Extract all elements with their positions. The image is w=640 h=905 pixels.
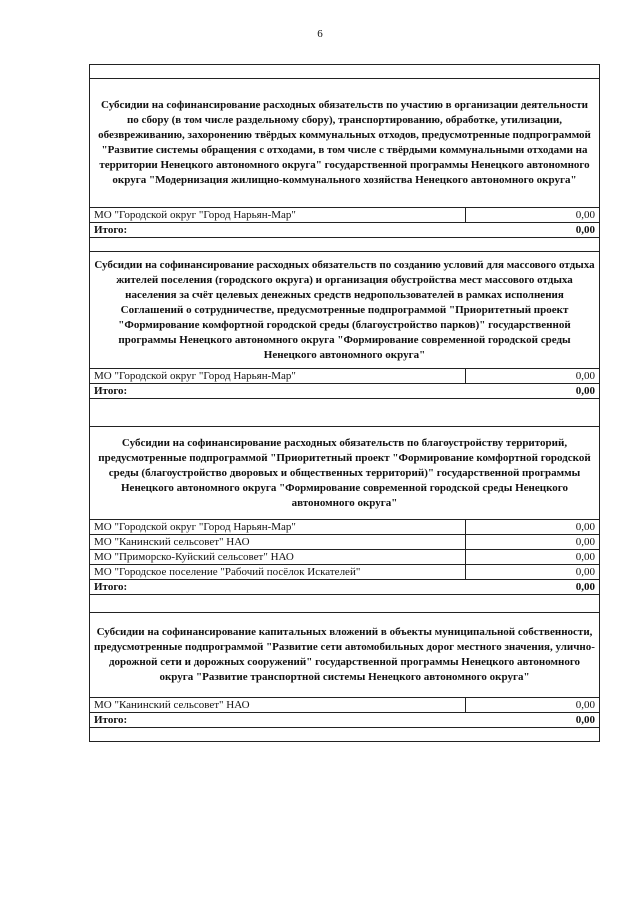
total-label: Итого: xyxy=(90,384,466,399)
total-row xyxy=(90,713,600,728)
total-value: 0,00 xyxy=(466,580,600,595)
amount-value: 0,00 xyxy=(466,550,600,565)
spacer-row xyxy=(90,238,600,252)
municipality-name: МО "Приморско-Куйский сельсовет" НАО xyxy=(90,550,466,565)
municipality-name: МО "Городское поселение "Рабочий посёлок Искателей" xyxy=(90,565,466,580)
section-heading-row xyxy=(90,427,600,520)
total-row xyxy=(90,384,600,399)
total-label: Итого: xyxy=(90,713,466,728)
subsidies-table xyxy=(89,64,600,742)
total-label: Итого: xyxy=(90,223,466,238)
municipality-name: МО "Городской округ "Город Нарьян-Мар" xyxy=(90,520,466,535)
table-row xyxy=(90,535,600,550)
section-heading: Субсидии на софинансирование расходных обязательств по созданию условий для массового отдыха жителей поселения (городского округа) и организация обустройства мест массового отдыха населения за счёт целевых денежных средств недропользователей в рамках исполнения Соглашений о сотрудничестве, предусмотренные подпрограммой "Приоритетный проект "Формирование комфортной городской среды (благоустройство парков)" государственной программы Ненецкого автономного округа "Формирование современной городской среды Ненецкого автономного округа" xyxy=(90,252,600,369)
section-heading-row xyxy=(90,613,600,698)
total-value: 0,00 xyxy=(466,384,600,399)
page-number: 6 xyxy=(317,28,323,40)
table-row xyxy=(90,550,600,565)
municipality-name: МО "Канинский сельсовет" НАО xyxy=(90,698,466,713)
amount-value: 0,00 xyxy=(466,535,600,550)
section-heading-row xyxy=(90,252,600,369)
total-label: Итого: xyxy=(90,580,466,595)
amount-value: 0,00 xyxy=(466,698,600,713)
amount-value: 0,00 xyxy=(466,369,600,384)
spacer-cell xyxy=(90,595,600,613)
spacer-cell xyxy=(90,65,600,79)
spacer-row xyxy=(90,728,600,742)
spacer-cell xyxy=(90,728,600,742)
municipality-name: МО "Городской округ "Город Нарьян-Мар" xyxy=(90,208,466,223)
section-heading: Субсидии на софинансирование расходных обязательств по участию в организации деятельности по сбору (в том числе раздельному сбору), транспортированию, обработке, утилизации, обезвреживанию, захоронению твёрдых коммунальных отходов, предусмотренные подпрограммой "Развитие системы обращения с отходами, в том числе с твёрдыми коммунальными отходами на территории Ненецкого автономного округа" государственной программы Ненецкого автономного округа "Модернизация жилищно-коммунального хозяйства Ненецкого автономного округа" xyxy=(90,79,600,208)
section-heading: Субсидии на софинансирование расходных обязательств по благоустройству территорий, предусмотренные подпрограммой "Приоритетный проект "Формирование комфортной городской среды (благоустройство дворовых и общественных территорий)" государственной программы Ненецкого автономного округа "Формирование современной городской среды Ненецкого автономного округа" xyxy=(90,427,600,520)
total-value: 0,00 xyxy=(466,713,600,728)
spacer-row xyxy=(90,399,600,427)
amount-value: 0,00 xyxy=(466,208,600,223)
total-value: 0,00 xyxy=(466,223,600,238)
municipality-name: МО "Канинский сельсовет" НАО xyxy=(90,535,466,550)
table-row xyxy=(90,698,600,713)
table-row xyxy=(90,208,600,223)
spacer-cell xyxy=(90,399,600,427)
spacer-cell xyxy=(90,238,600,252)
section-heading: Субсидии на софинансирование капитальных вложений в объекты муниципальной собственности, предусмотренные подпрограммой "Развитие сети автомобильных дорог местного значения, улично-дорожной сети и дорожных сооружений" государственной программы Ненецкого автономного округа "Развитие транспортной системы Ненецкого автономного округа" xyxy=(90,613,600,698)
section-heading-row xyxy=(90,79,600,208)
spacer-row xyxy=(90,595,600,613)
table-row xyxy=(90,565,600,580)
table-row xyxy=(90,369,600,384)
table-row xyxy=(90,520,600,535)
municipality-name: МО "Городской округ "Город Нарьян-Мар" xyxy=(90,369,466,384)
spacer-row xyxy=(90,65,600,79)
total-row xyxy=(90,223,600,238)
amount-value: 0,00 xyxy=(466,520,600,535)
amount-value: 0,00 xyxy=(466,565,600,580)
total-row xyxy=(90,580,600,595)
